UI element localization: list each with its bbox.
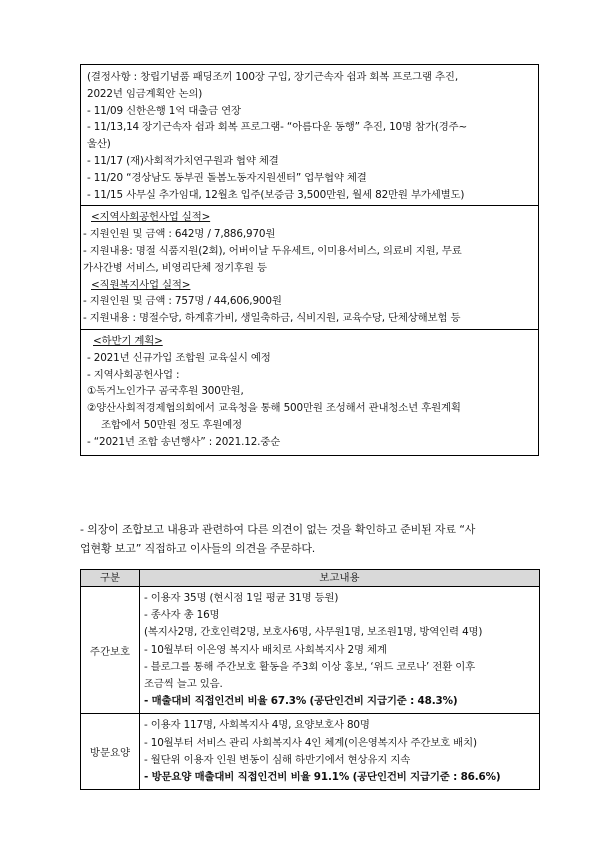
community-line: - 지원내용: 명절 식품지원(2회), 어버이날 두유세트, 이미용서비스, 의료비 지원, 무료 — [83, 244, 462, 257]
plan-line: - 지역사회공헌사업 : — [87, 368, 180, 381]
header-content: 보고내용 — [140, 570, 540, 587]
welfare-line: - 지원인원 및 금액 : 757명 / 44,606,900원 — [83, 295, 282, 308]
decision-line: (결정사항 : 창립기념품 패딩조끼 100장 구입, 장기근속자 쉼과 회복 프로그램 추진, — [87, 71, 458, 83]
row-content — [140, 587, 540, 714]
header-category: 구분 — [81, 570, 140, 587]
content-line-bold: - 매출대비 직접인건비 비율 67.3% (공단인건비 지급기준 : 48.3%) — [144, 695, 458, 708]
row-category: 방문요양 — [81, 714, 140, 790]
decision-line: - 11/20 “경상남도 동부권 돌봄노동자지원센터” 업무협약 체결 — [87, 171, 367, 184]
welfare-line: - 지원내용 : 명절수당, 하계휴가비, 생일축하금, 식비지원, 교육수당, 단체상해보험 등 — [83, 312, 461, 325]
plan-line: 조합에서 50만원 정도 후원예정 — [101, 418, 243, 431]
row-content — [140, 714, 540, 790]
decision-line: - 11/09 신한은행 1억 대출금 연장 — [87, 104, 241, 117]
plan-title: <하반기 계획> — [93, 334, 163, 347]
table-header-row — [81, 570, 540, 587]
plan-section — [80, 329, 539, 456]
community-line: 가사간병 서비스, 비영리단체 정기후원 등 — [83, 261, 267, 274]
paragraph-line: 업현황 보고” 직접하고 이사들의 의견을 주문하다. — [80, 542, 316, 555]
decision-line: - 11/13,14 장기근속자 쉼과 회복 프로그램- “아름다운 동행” 추진, 10명 참가(경주~ — [87, 121, 468, 134]
content-line: - 이용자 35명 (현시점 1일 평균 31명 등원) — [144, 592, 339, 604]
plan-line: ①독거노인가구 곰국후원 300만원, — [87, 385, 244, 398]
paragraph-line: - 의장이 조합보고 내용과 관련하여 다른 의견이 없는 것을 확인하고 준비된 자료 “사 — [80, 523, 476, 536]
decision-line: 2022년 임금계획안 논의) — [87, 87, 203, 100]
content-line: (복지사2명, 간호인력2명, 보호사6명, 사무원1명, 보조원1명, 방역인력 4명) — [144, 626, 483, 639]
report-table — [80, 569, 540, 790]
community-title: <지역사회공헌사업 실적> — [91, 211, 211, 224]
decisions-section — [80, 64, 539, 205]
content-line: 조금씩 늘고 있음. — [144, 678, 223, 691]
report-box — [80, 64, 539, 456]
content-line-bold: - 방문요양 매출대비 직접인건비 비율 91.1% (공단인건비 지급기준 : 86.6%) — [144, 771, 501, 784]
plan-line: ②양산사회적경제협의회에서 교육청을 통해 500만원 조성해서 관내청소년 후원계획 — [87, 402, 461, 415]
decision-line: 울산) — [87, 138, 111, 151]
content-line: - 10월부터 이은영 복지사 배치로 사회복지사 2명 체계 — [144, 643, 387, 656]
plan-line: - “2021년 조합 송년행사” : 2021.12.중순 — [87, 435, 281, 448]
row-category: 주간보호 — [81, 587, 140, 714]
content-line: - 종사자 총 16명 — [144, 609, 220, 622]
table-row — [81, 714, 540, 790]
content-line: - 10월부터 서비스 관리 사회복지사 4인 체계(이은영복지사 주간보호 배치) — [144, 736, 477, 749]
content-line: - 블로그를 통해 주간보호 활동을 주3회 이상 홍보, ‘위드 코로나’ 전환 이후 — [144, 660, 476, 673]
plan-line: - 2021년 신규가입 조합원 교육실시 예정 — [87, 351, 271, 364]
decision-line: - 11/15 사무실 추가임대, 12월초 입주(보증금 3,500만원, 월세 82만원 부가세별도) — [87, 188, 465, 201]
welfare-title: <직원복지사업 실적> — [91, 278, 191, 291]
performance-section — [80, 205, 539, 329]
table-row — [81, 587, 540, 714]
minutes-paragraph — [80, 520, 540, 558]
community-line: - 지원인원 및 금액 : 642명 / 7,886,970원 — [83, 228, 276, 241]
content-line: - 월단위 이용자 인원 변동이 심해 하반기에서 현상유지 지속 — [144, 753, 411, 766]
decision-line: - 11/17 (재)사회적가치연구원과 협약 체결 — [87, 154, 279, 167]
content-line: - 이용자 117명, 사회복지사 4명, 요양보호사 80명 — [144, 719, 370, 732]
